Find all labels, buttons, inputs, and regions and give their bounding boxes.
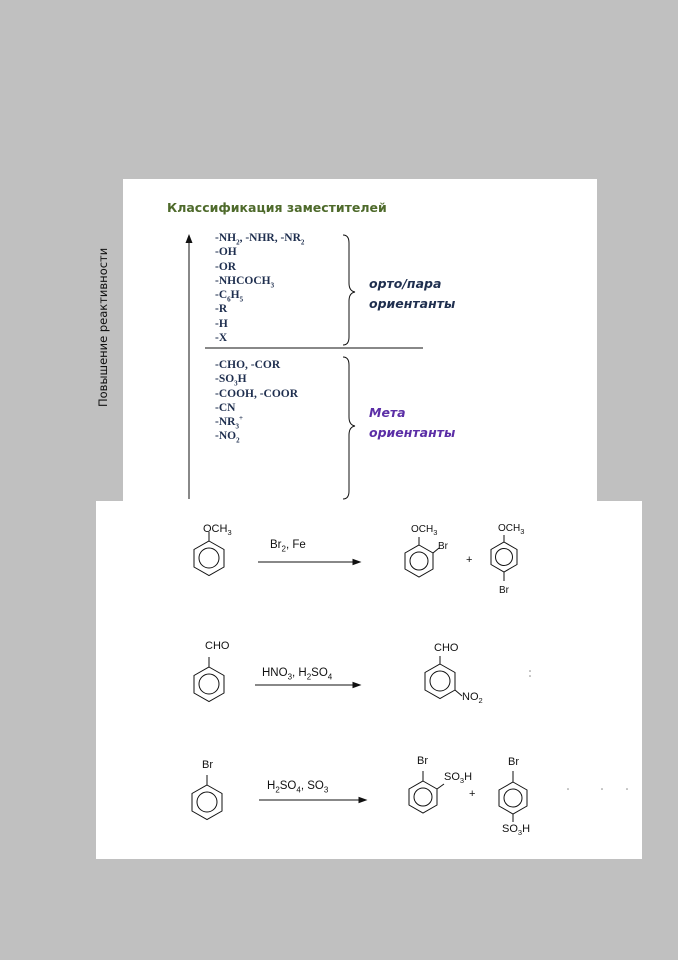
meta-substituent-list [215,358,298,444]
substituent-or: -OR [215,260,237,273]
bromobenzene-group-label: Br [202,759,213,771]
stray-mark [567,788,569,790]
ortho-para-brace [343,235,355,345]
benzaldehyde-ring [194,657,224,702]
meta-label-line1: Мета [369,405,406,420]
product3a-substituent-label: $SO_3H$ [444,771,473,786]
product2-group-label: CHO [434,642,459,654]
substituent-r: -R [215,303,228,316]
p-bromosulfonic-ring [499,771,527,822]
p-bromoanisole-ring [491,535,517,581]
meta-label-line2: ориентанты [369,425,456,440]
anisole-group-label: $OCH_3$ [203,523,232,538]
meta-brace [343,357,355,499]
reaction1-arrow-head [353,560,360,565]
substituent-cho-cor: -CHO, -COR [215,359,281,371]
classification-panel [96,179,597,502]
substituent-no2: $-NO_2$ [215,430,240,445]
axis-and-braces [123,179,597,502]
o-bromoanisole-ring [405,537,439,577]
stray-mark [626,788,628,790]
substituent-cn: -CN [215,401,236,414]
substituent-so3h: $-SO_3H$ [215,373,247,388]
reactions-panel [96,501,642,859]
substituent-h: -H [215,317,228,330]
m-nitrobenzaldehyde-ring [425,656,462,699]
substituent-oh: -OH [215,246,237,259]
product1b-substituent-label: Br [499,585,509,596]
bromobenzene-ring [192,775,222,820]
reaction-structures [96,501,642,859]
o-bromosulfonic-ring [409,771,444,813]
product3b-substituent-label: $SO_3H$ [502,823,531,838]
ortho-substituent-list [215,231,304,345]
substituent-x: -X [215,332,228,345]
classification-title: Классификация заместителей [167,200,387,215]
reaction3-plus: + [469,788,476,800]
substituent-c6h5: $-C_6H_5$ [215,289,244,304]
ortho-para-label-line2: ориентанты [369,296,456,311]
substituent-nhcoch3: $-NHCOCH_3$ [215,274,275,290]
stray-mark [601,788,603,790]
reaction2-arrow-head [353,683,360,688]
reactivity-arrow-head [186,234,193,243]
substituent-cooh-coor: -COOH, -COOR [215,387,299,400]
reaction1-reagents: $Br_2$, Fe [270,539,306,554]
reactivity-axis-label: Повышение реактивности [96,247,110,407]
reaction1-plus: + [466,554,473,566]
meta-label [369,403,455,443]
benzaldehyde-group-label: CHO [205,640,230,652]
stray-mark [529,675,531,677]
ortho-para-label-line1: орто/пара [369,276,442,291]
product3a-group-label: Br [417,755,428,767]
product3b-group-label: Br [508,756,519,768]
reaction2-reagents: $HNO_3$, $H_2SO_4$ [262,667,333,682]
reaction3-arrow-head [359,798,366,803]
product1a-group-label: $OCH_3$ [411,524,438,537]
stray-mark [529,670,531,672]
ortho-para-label [369,274,455,314]
product1a-substituent-label: Br [438,541,448,552]
product1b-group-label: $OCH_3$ [498,523,525,536]
substituent-nr3: $-NR_3^+$ [215,414,243,431]
product2-substituent-label: $NO_2$ [462,691,483,706]
substituent-amines: $-NH_2$, -NHR, $-NR_2$ [215,232,305,247]
reaction3-reagents: $H_2SO_4$, $SO_3$ [267,780,329,795]
